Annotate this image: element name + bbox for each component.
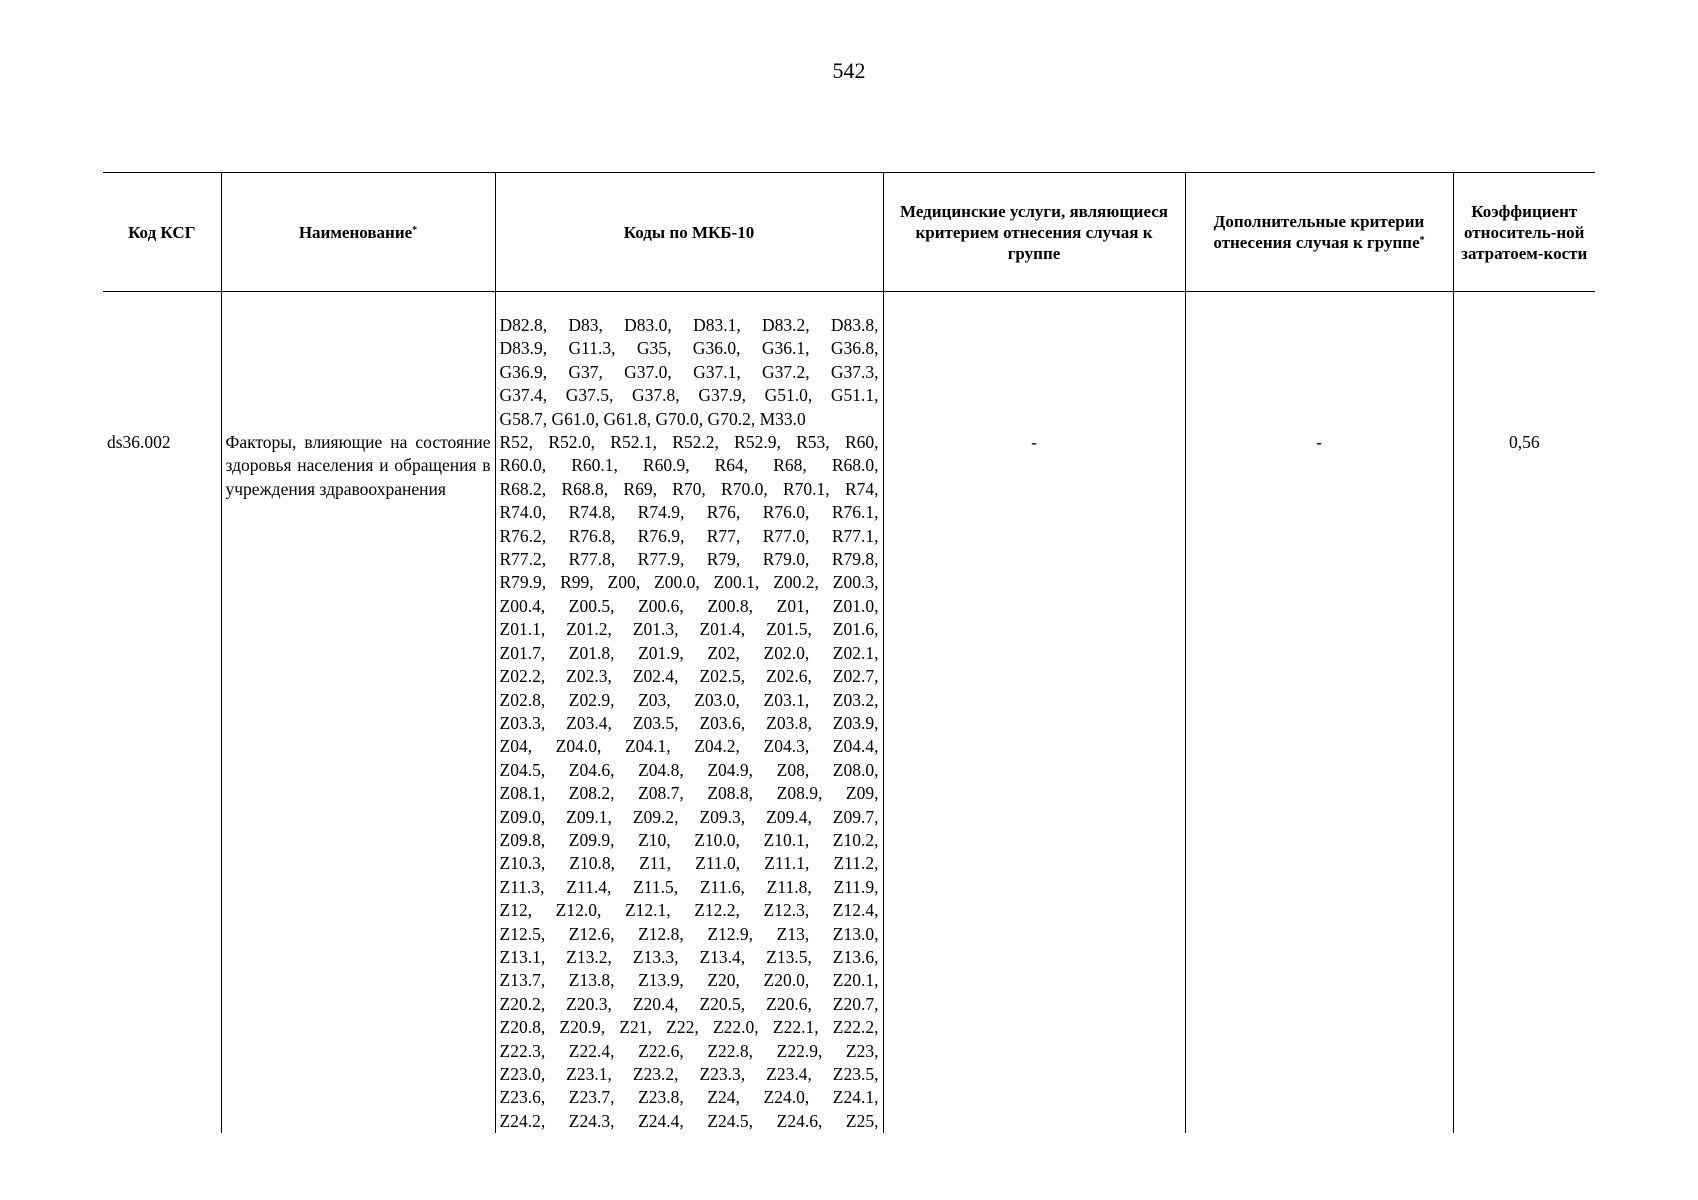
icd-code-line: Z23.6, Z23.7, Z23.8, Z24, Z24.0, Z24.1, (499, 1087, 879, 1108)
icd-code-line: Z01.7, Z01.8, Z01.9, Z02, Z02.0, Z02.1, (499, 642, 879, 663)
coefficient: 0,56 (1453, 314, 1595, 1133)
icd-code-line: D82.8, D83, D83.0, D83.1, D83.2, D83.8, (499, 315, 879, 335)
icd-code-line: Z09.8, Z09.9, Z10, Z10.0, Z10.1, Z10.2, (499, 829, 879, 850)
page-number: 542 (832, 58, 866, 83)
icd-code-line: R77.2, R77.8, R77.9, R79, R79.0, R79.8, (499, 549, 879, 570)
icd-code-line: Z13.7, Z13.8, Z13.9, Z20, Z20.0, Z20.1, (499, 970, 879, 991)
icd-code-line: Z09.0, Z09.1, Z09.2, Z09.3, Z09.4, Z09.7, (499, 806, 879, 827)
icd-code-line: Z11.3, Z11.4, Z11.5, Z11.6, Z11.8, Z11.9, (499, 876, 879, 897)
header-additional-criteria: Дополнительные критерии отнесения случая к группе* (1185, 173, 1453, 292)
table-row (103, 314, 1595, 1133)
icd-code-line: Z10.3, Z10.8, Z11, Z11.0, Z11.1, Z11.2, (499, 853, 879, 874)
icd-code-line: Z20.2, Z20.3, Z20.4, Z20.5, Z20.6, Z20.7, (499, 993, 879, 1014)
icd-code-line: G36.9, G37, G37.0, G37.1, G37.2, G37.3, (499, 361, 879, 382)
header-code: Код КСГ (103, 173, 221, 292)
icd-code-line: Z03.3, Z03.4, Z03.5, Z03.6, Z03.8, Z03.9, (499, 712, 879, 733)
header-name: Наименование* (221, 173, 495, 292)
header-coefficient: Коэффициент относитель-ной затратоем-кости (1453, 173, 1595, 292)
ksg-code: ds36.002 (107, 432, 171, 452)
spacer-row (103, 292, 1595, 315)
icd-code-line: Z12.5, Z12.6, Z12.8, Z12.9, Z13, Z13.0, (499, 923, 879, 944)
icd-code-line: G37.4, G37.5, G37.8, G37.9, G51.0, G51.1, (499, 385, 879, 406)
header-icd-codes: Коды по МКБ-10 (495, 173, 883, 292)
icd-code-line: Z04.5, Z04.6, Z04.8, Z04.9, Z08, Z08.0, (499, 759, 879, 780)
medical-services: - (883, 314, 1185, 1133)
icd-code-line: Z13.1, Z13.2, Z13.3, Z13.4, Z13.5, Z13.6, (499, 946, 879, 967)
icd-code-line: Z04, Z04.0, Z04.1, Z04.2, Z04.3, Z04.4, (499, 736, 879, 757)
icd-code-line: Z02.2, Z02.3, Z02.4, Z02.5, Z02.6, Z02.7, (499, 666, 879, 687)
icd-code-line: D83.9, G11.3, G35, G36.0, G36.1, G36.8, (499, 338, 879, 359)
icd-code-line: Z24.2, Z24.3, Z24.4, Z24.5, Z24.6, Z25, (499, 1110, 879, 1131)
ksg-name: Факторы, влияющие на состояние здоровья населения и обращения в учреждения здравоохранения (221, 314, 495, 1133)
icd-code-line: Z00.4, Z00.5, Z00.6, Z00.8, Z01, Z01.0, (499, 595, 879, 616)
icd-code-line: R60.0, R60.1, R60.9, R64, R68, R68.0, (499, 455, 879, 476)
icd-code-line: Z01.1, Z01.2, Z01.3, Z01.4, Z01.5, Z01.6, (499, 619, 879, 640)
icd-code-line: R79.9, R99, Z00, Z00.0, Z00.1, Z00.2, Z00.3, (499, 572, 879, 593)
icd-code-line: R74.0, R74.8, R74.9, R76, R76.0, R76.1, (499, 502, 879, 523)
icd-code-line: Z02.8, Z02.9, Z03, Z03.0, Z03.1, Z03.2, (499, 689, 879, 710)
header-medical-services: Медицинские услуги, являющиеся критерием отнесения случая к группе (883, 173, 1185, 292)
table-header-row (103, 173, 1595, 292)
ksg-table (103, 172, 1595, 1133)
icd-code-line: R76.2, R76.8, R76.9, R77, R77.0, R77.1, (499, 525, 879, 546)
icd-code-line: Z20.8, Z20.9, Z21, Z22, Z22.0, Z22.1, Z22.2, (499, 1017, 879, 1038)
footnote-mark: * (412, 224, 418, 236)
footnote-mark: * (1419, 235, 1425, 246)
additional-criteria: - (1185, 314, 1453, 1133)
icd-code-line: G58.7, G61.0, G61.8, G70.0, G70.2, M33.0 (499, 408, 806, 429)
icd-code-line: R68.2, R68.8, R69, R70, R70.0, R70.1, R74, (499, 478, 879, 499)
icd-code-line: Z22.3, Z22.4, Z22.6, Z22.8, Z22.9, Z23, (499, 1040, 879, 1061)
icd-code-line: Z12, Z12.0, Z12.1, Z12.2, Z12.3, Z12.4, (499, 900, 879, 921)
icd-code-line: R52, R52.0, R52.1, R52.2, R52.9, R53, R60, (499, 432, 879, 453)
icd-code-line: Z23.0, Z23.1, Z23.2, Z23.3, Z23.4, Z23.5, (499, 1064, 879, 1084)
icd-code-line: Z08.1, Z08.2, Z08.7, Z08.8, Z08.9, Z09, (499, 783, 879, 804)
icd-codes (495, 314, 883, 1133)
icd-code-lines (500, 314, 879, 1133)
